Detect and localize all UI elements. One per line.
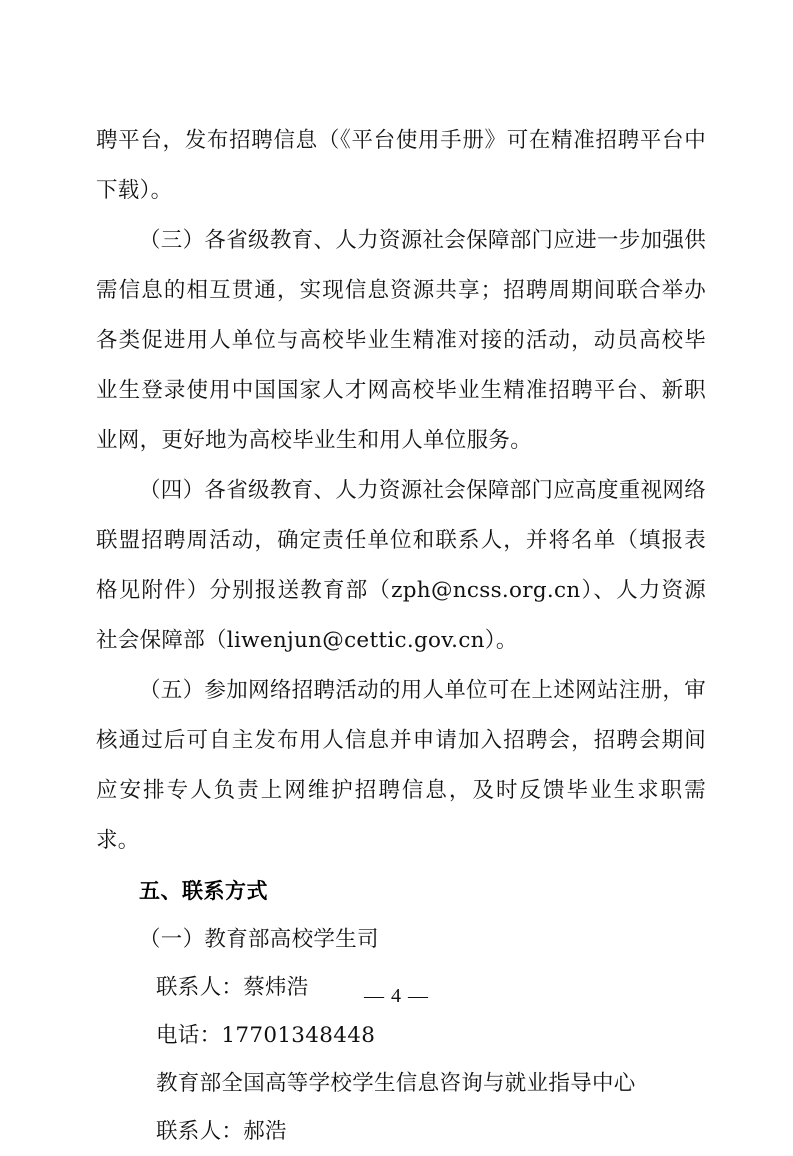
contact-center-name: 教育部全国高等学校学生信息咨询与就业指导中心 <box>156 1071 636 1096</box>
contact-department: （一）教育部高校学生司 <box>139 927 379 952</box>
contact-person-one: 联系人：蔡炜浩 <box>156 975 309 1000</box>
paragraph-item-three: （三）各省级教育、人力资源社会保障部门应进一步加强供需信息的相互贯通，实现信息资源共享；招聘周期间联合举办各类促进用人单位与高校毕业生精准对接的活动，动员高校毕业生登录使用中国国家人才网高校毕业生精准招聘平台、新职业网，更好地为高校毕业生和用人单位服务。 <box>96 228 706 453</box>
paragraph-continued: 聘平台，发布招聘信息（《平台使用手册》可在精准招聘平台中下载）。 <box>96 128 706 203</box>
section-heading-contact: 五、联系方式 <box>139 879 268 903</box>
contact-phone-one: 电话：17701348448 <box>156 1023 376 1048</box>
paragraph-item-four: （四）各省级教育、人力资源社会保障部门应高度重视网络联盟招聘周活动，确定责任单位和联系人，并将名单（填报表格见附件）分别报送教育部（zph@ncss.org.cn）、人力资源社会保障部（liwenjun@cettic.gov.cn）。 <box>96 478 706 653</box>
page-number: — 4 — <box>364 985 429 1007</box>
contact-person-two: 联系人：郝浩 <box>156 1119 287 1144</box>
paragraph-item-five: （五）参加网络招聘活动的用人单位可在上述网站注册，审核通过后可自主发布用人信息并申请加入招聘会，招聘会期间应安排专人负责上网维护招聘信息，及时反馈毕业生求职需求。 <box>96 678 706 853</box>
